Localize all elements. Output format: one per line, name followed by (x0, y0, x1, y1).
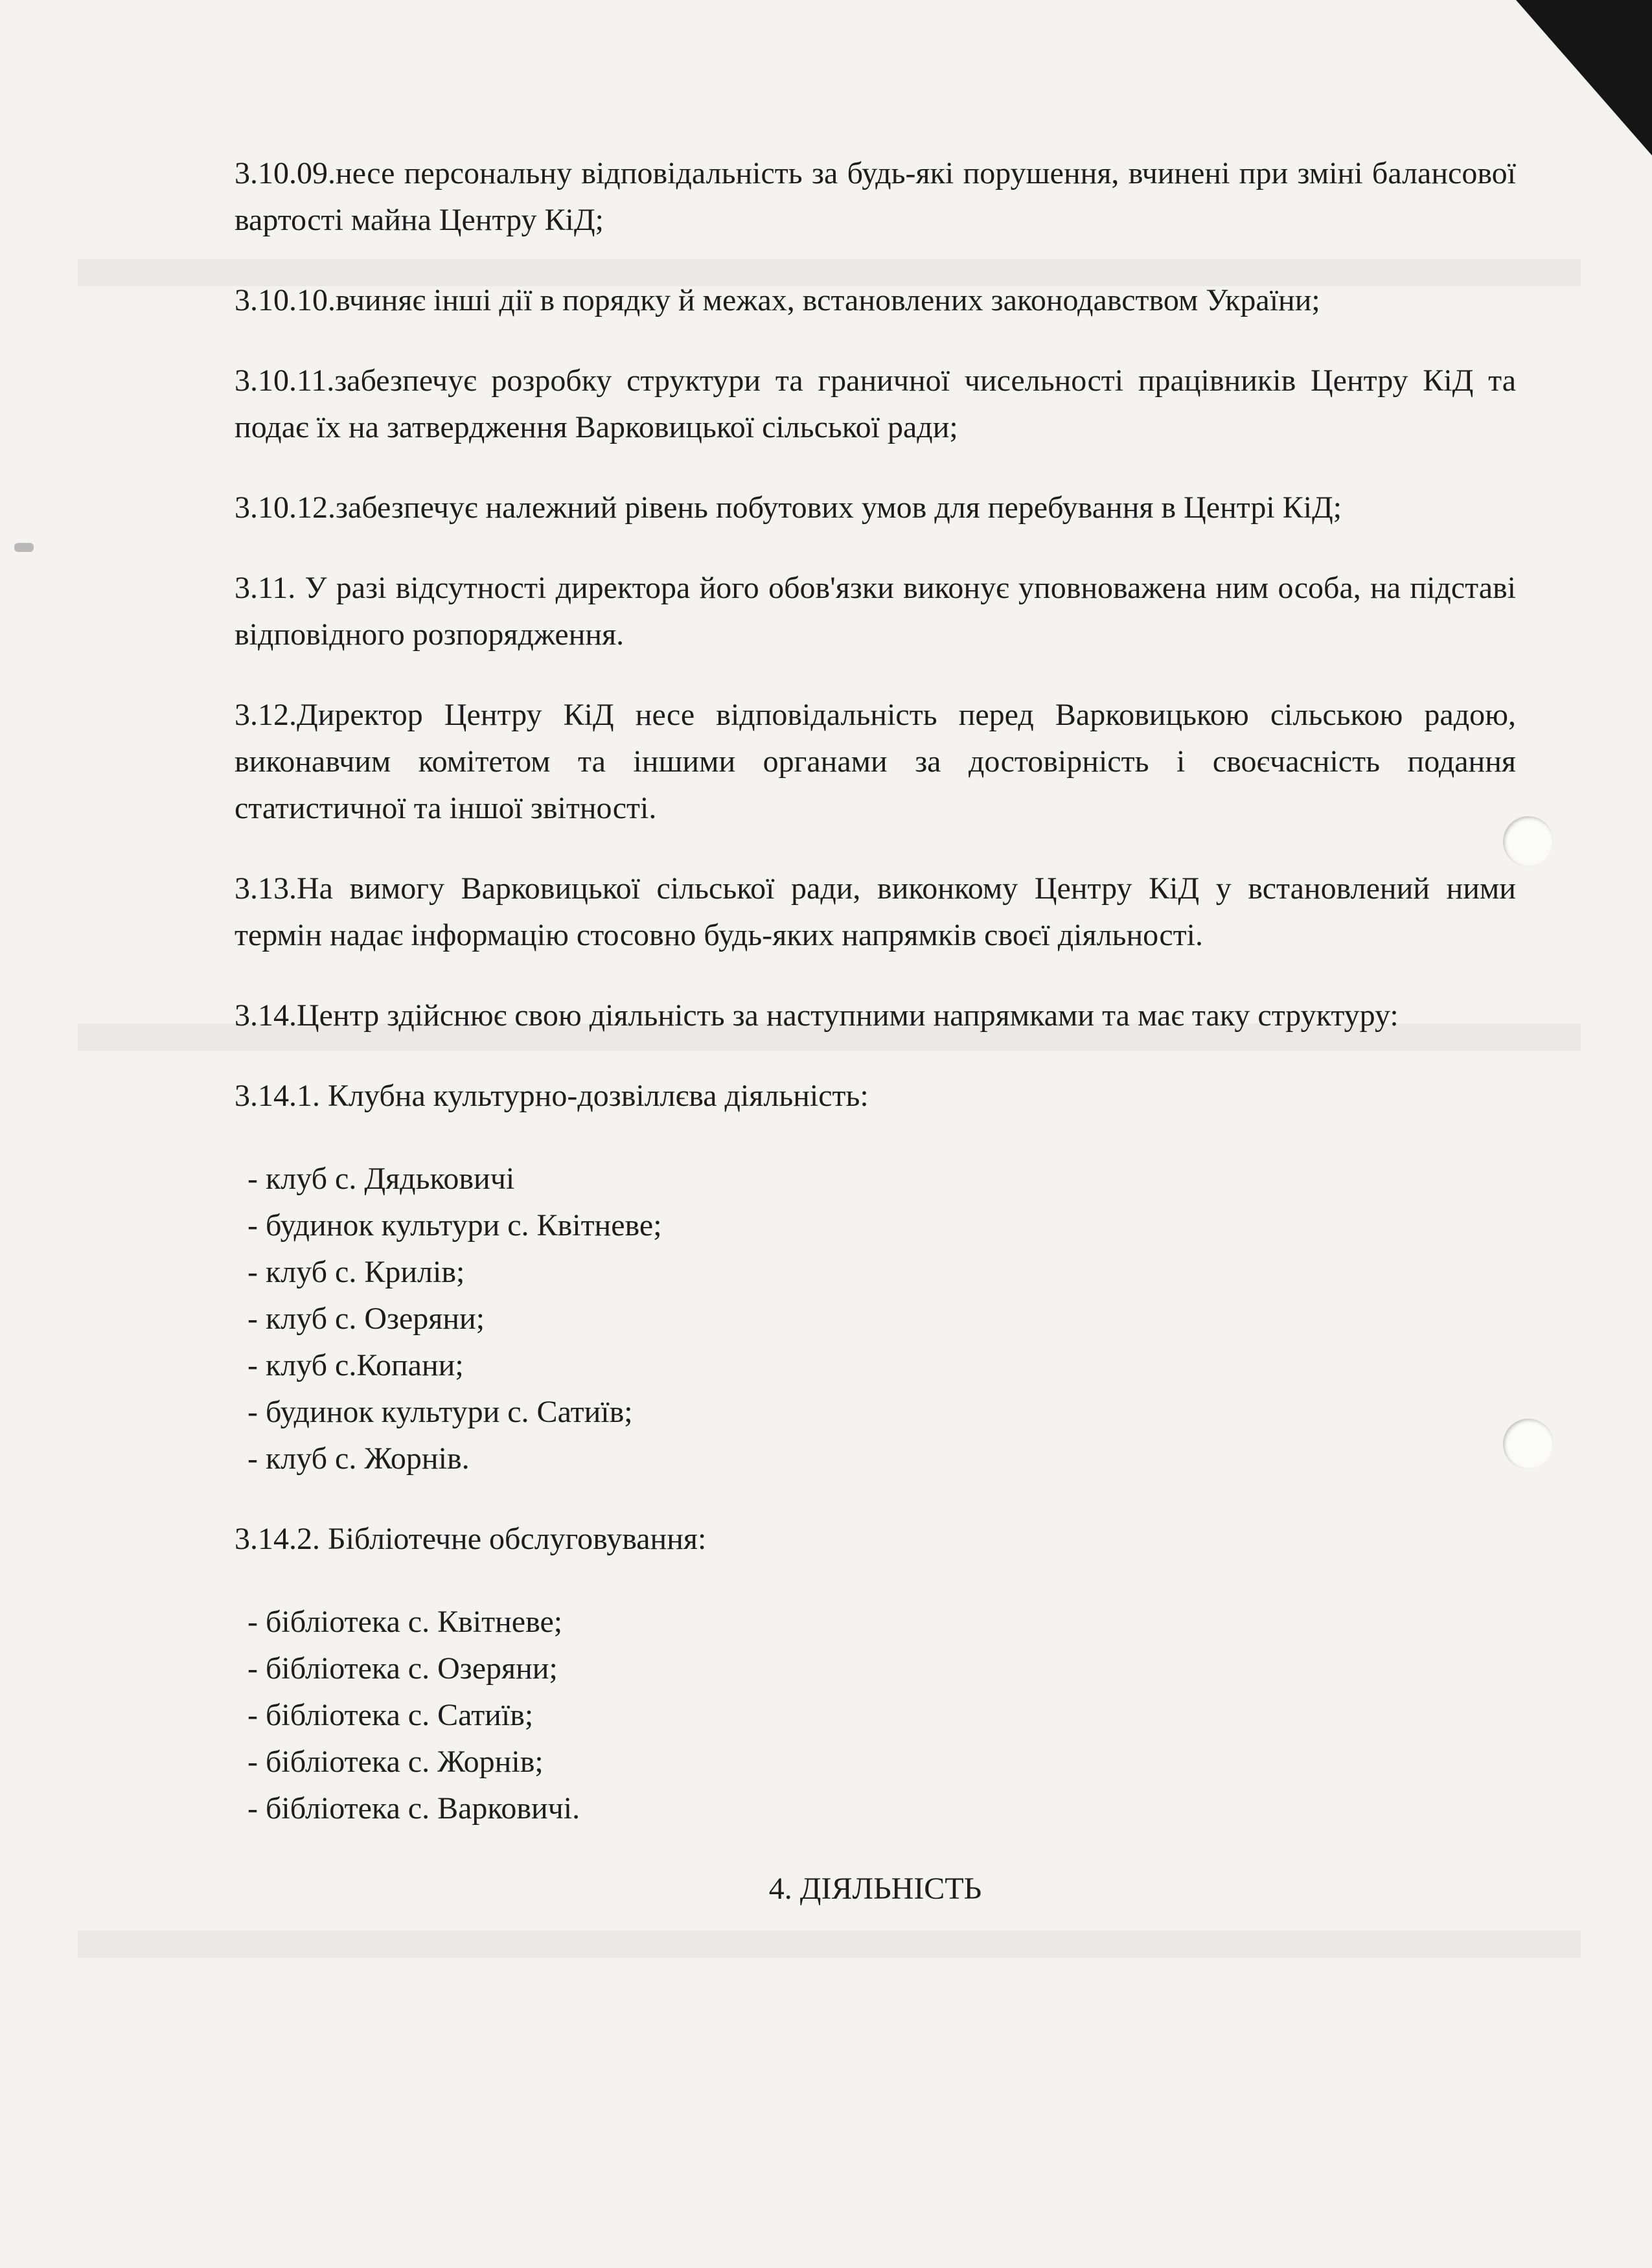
libraries-list (235, 1599, 1516, 1832)
list-item: - клуб с. Озеряни; (247, 1301, 485, 1336)
list-item: - клуб с.Копани; (247, 1348, 464, 1382)
paragraph-3-11: 3.11. У разі відсутності директора його обов'язки виконує уповноважена ним особа, на підставі відповідного розпорядження. (235, 571, 1516, 652)
list-item: - клуб с. Дядьковичі (247, 1162, 515, 1196)
list-item: - клуб с. Жорнів. (247, 1441, 470, 1476)
paragraph-3-12: 3.12.Директор Центру КіД несе відповідальність перед Варковицькою сільською радою, виконавчим комітетом та іншими органами за достовірність і своєчасність подання статистичної та іншої звітності. (235, 698, 1516, 825)
list-item: - будинок культури с. Квітневе; (247, 1208, 662, 1243)
scan-mark (14, 543, 34, 552)
section-heading-4: 4. ДІЯЛЬНІСТЬ (768, 1872, 982, 1906)
paragraph-3-10-11: 3.10.11.забезпечує розробку структури та граничної чисельності працівників Центру КіД та подає їх на затвердження Варковицької сільської ради; (235, 363, 1516, 444)
paragraph-3-10-09: 3.10.09.несе персональну відповідальність за будь-які порушення, вчинені при зміні балансової вартості майна Центру КіД; (235, 156, 1516, 237)
paragraph-3-10-12: 3.10.12.забезпечує належний рівень побутових умов для перебування в Центрі КіД; (235, 490, 1342, 525)
list-item: - бібліотека с. Варковичі. (247, 1791, 580, 1826)
paragraph-3-13: 3.13.На вимогу Варковицької сільської ради, виконкому Центру КіД у встановлений ними термін надає інформацію стосовно будь-яких напрямків своєї діяльності. (235, 871, 1516, 952)
paragraph-3-10-10: 3.10.10.вчиняє інші дії в порядку й межах, встановлених законодавством України; (235, 283, 1320, 317)
list-item: - бібліотека с. Квітневе; (247, 1605, 563, 1639)
list-item: - бібліотека с. Сатиїв; (247, 1698, 534, 1732)
bleed-through-text (78, 1930, 1581, 1958)
paragraph-3-14: 3.14.Центр здійснює свою діяльність за наступними напрямками та має таку структуру: (235, 998, 1399, 1033)
list-item: - бібліотека с. Озеряни; (247, 1651, 558, 1686)
list-item: - будинок культури с. Сатиїв; (247, 1395, 633, 1429)
folded-corner (1516, 0, 1652, 155)
list-item: - бібліотека с. Жорнів; (247, 1745, 544, 1779)
clubs-list (235, 1156, 1516, 1482)
list-item: - клуб с. Крилів; (247, 1255, 465, 1289)
clubs-section-title: 3.14.1. Клубна культурно-дозвіллєва діяльність: (235, 1079, 869, 1113)
document-body (235, 150, 1516, 1912)
libraries-section-title: 3.14.2. Бібліотечне обслуговування: (235, 1522, 707, 1556)
